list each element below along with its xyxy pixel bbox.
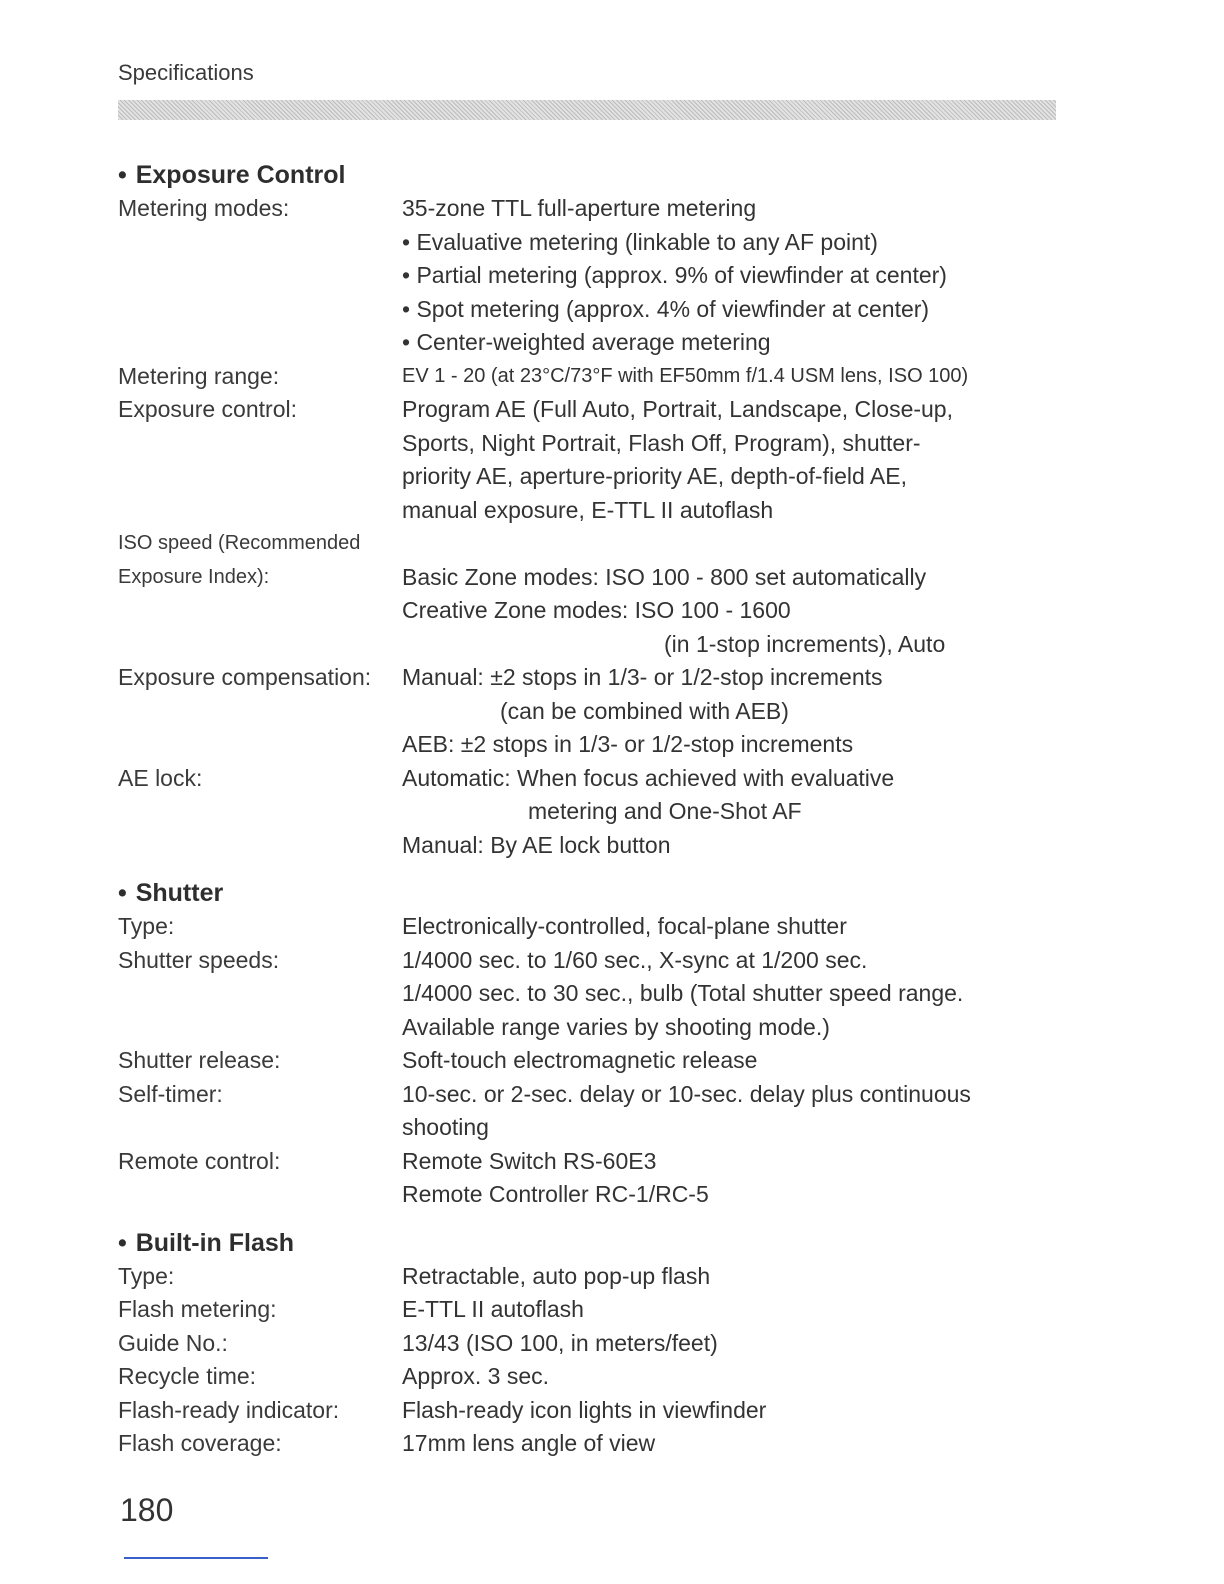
spec-values [402, 1327, 1058, 1361]
section-title-text: Exposure Control [135, 161, 346, 189]
spec-value-line: 1/4000 sec. to 1/60 sec., X-sync at 1/200 sec. [402, 946, 868, 973]
spec-value-line: AEB: ±2 stops in 1/3- or 1/2-stop increments [402, 731, 854, 757]
spec-value-line: 35-zone TTL full-aperture metering [402, 195, 757, 221]
spec-content [118, 158, 1058, 1461]
spec-value-line: Basic Zone modes: ISO 100 - 800 set automatically [402, 563, 927, 590]
spec-values [402, 910, 1058, 944]
section-title: • Shutter [118, 879, 224, 907]
running-header: Specifications [118, 60, 254, 85]
spec-row-flash-ready-indicator [118, 1394, 1058, 1428]
section-title: • Exposure Control [118, 161, 346, 189]
spec-values [402, 1427, 1058, 1461]
spec-value-line: Available range varies by shooting mode.) [402, 1013, 830, 1040]
spec-value-line: • Partial metering (approx. 9% of viewfinder at center) [402, 262, 947, 288]
spec-value-line: Creative Zone modes: ISO 100 - 1600 [402, 597, 791, 623]
spec-value-line: Approx. 3 sec. [402, 1363, 550, 1389]
spec-row-remote-control [118, 1145, 1058, 1212]
spec-values [402, 661, 1058, 762]
spec-label: Self-timer: [118, 1080, 223, 1107]
spec-label [118, 527, 402, 661]
spec-values [402, 1260, 1058, 1294]
spec-label: Exposure control: [118, 396, 297, 422]
spec-value-line: Sports, Night Portrait, Flash Off, Program), shutter- [402, 429, 921, 456]
spec-value-line: (in 1-stop increments), Auto [664, 630, 946, 657]
spec-row-ae-lock [118, 762, 1058, 863]
spec-label: Metering modes: [118, 195, 290, 221]
spec-row-guide-number [118, 1327, 1058, 1361]
spec-value-line: priority AE, aperture-priority AE, depth-of-field AE, [402, 463, 907, 489]
spec-row-flash-coverage [118, 1427, 1058, 1461]
spec-label: Type: [118, 1262, 175, 1289]
section-exposure-control [118, 158, 1058, 862]
spec-row-iso-speed [118, 527, 1058, 661]
spec-value-line: Retractable, auto pop-up flash [402, 1262, 711, 1289]
section-gap [118, 862, 1058, 876]
spec-value-line: 10-sec. or 2-sec. delay or 10-sec. delay plus continuous [402, 1080, 971, 1107]
spec-values [402, 1394, 1058, 1428]
spec-value-line: shooting [402, 1114, 489, 1140]
spec-values [402, 1293, 1058, 1327]
spec-value-line: Flash-ready icon lights in viewfinder [402, 1396, 767, 1423]
spec-row-shutter-type [118, 910, 1058, 944]
spec-row-flash-type [118, 1260, 1058, 1294]
spec-label: Metering range: [118, 362, 280, 389]
spec-row-metering-range [118, 360, 1058, 394]
spec-values [402, 527, 1058, 661]
spec-value-line: manual exposure, E-TTL II autoflash [402, 496, 774, 523]
spec-label: Exposure compensation: [118, 664, 372, 690]
spec-value-line: Manual: By AE lock button [402, 831, 671, 858]
spec-values [402, 360, 1058, 394]
spec-value-line: metering and One-Shot AF [528, 798, 802, 824]
spec-row-exposure-compensation [118, 661, 1058, 762]
spec-value-line: E-TTL II autoflash [402, 1296, 584, 1322]
spec-value-line: Remote Controller RC-1/RC-5 [402, 1181, 709, 1207]
spec-row-metering-modes [118, 192, 1058, 360]
spec-row-shutter-release [118, 1044, 1058, 1078]
page-number: 180 [120, 1492, 174, 1528]
spec-label: Flash-ready indicator: [118, 1396, 340, 1423]
section-title-text: Built-in Flash [135, 1228, 295, 1257]
spec-row-flash-metering [118, 1293, 1058, 1327]
spec-values [402, 192, 1058, 360]
spec-value-line: Remote Switch RS-60E3 [402, 1147, 657, 1174]
spec-value-line: 1/4000 sec. to 30 sec., bulb (Total shutter speed range. [402, 980, 964, 1006]
section-gap [118, 1212, 1058, 1226]
spec-label: Shutter release: [118, 1047, 281, 1073]
section-title-text: Shutter [135, 879, 224, 907]
spec-label: Flash coverage: [118, 1430, 282, 1456]
spec-row-recycle-time [118, 1360, 1058, 1394]
spec-value-spacer [402, 527, 1058, 561]
spec-label: Guide No.: [118, 1329, 228, 1356]
section-built-in-flash [118, 1226, 1058, 1461]
spec-label: Remote control: [118, 1147, 281, 1174]
spec-value-line: Manual: ±2 stops in 1/3- or 1/2-stop increments [402, 664, 883, 690]
spec-row-shutter-speeds [118, 944, 1058, 1045]
spec-value-line: (can be combined with AEB) [500, 697, 789, 724]
spec-label-line: Exposure Index): [118, 565, 270, 588]
spec-value-line: EV 1 - 20 (at 23°C/73°F with EF50mm f/1.4 USM lens, ISO 100) [402, 364, 969, 387]
spec-values [402, 762, 1058, 863]
spec-value-line: • Center-weighted average metering [402, 329, 771, 355]
spec-value-line: Soft-touch electromagnetic release [402, 1047, 758, 1073]
section-title: • Built-in Flash [118, 1228, 295, 1257]
spec-value-line: 17mm lens angle of view [402, 1430, 656, 1456]
spec-values [402, 1360, 1058, 1394]
spec-label: Type: [118, 913, 175, 939]
spec-label: Flash metering: [118, 1296, 277, 1322]
spec-value-line: Automatic: When focus achieved with evaluative [402, 764, 895, 791]
spec-row-exposure-control [118, 393, 1058, 527]
spec-value-line: Program AE (Full Auto, Portrait, Landscape, Close-up, [402, 396, 953, 422]
spec-value-line: 13/43 (ISO 100, in meters/feet) [402, 1329, 718, 1356]
footer-rule [124, 1557, 268, 1559]
spec-label: Shutter speeds: [118, 946, 280, 973]
spec-label: Recycle time: [118, 1363, 257, 1389]
spec-values [402, 1078, 1058, 1145]
spec-value-line: • Spot metering (approx. 4% of viewfinder at center) [402, 295, 930, 322]
spec-values [402, 393, 1058, 527]
spec-values [402, 1145, 1058, 1212]
spec-value-line: • Evaluative metering (linkable to any AF point) [402, 228, 878, 255]
section-shutter [118, 876, 1058, 1212]
spec-value-line: Electronically-controlled, focal-plane shutter [402, 913, 847, 939]
spec-row-self-timer [118, 1078, 1058, 1145]
spec-values [402, 1044, 1058, 1078]
header-band [118, 100, 1056, 120]
spec-label: AE lock: [118, 764, 203, 791]
spec-label-line: ISO speed (Recommended [118, 532, 361, 554]
spec-values [402, 944, 1058, 1045]
